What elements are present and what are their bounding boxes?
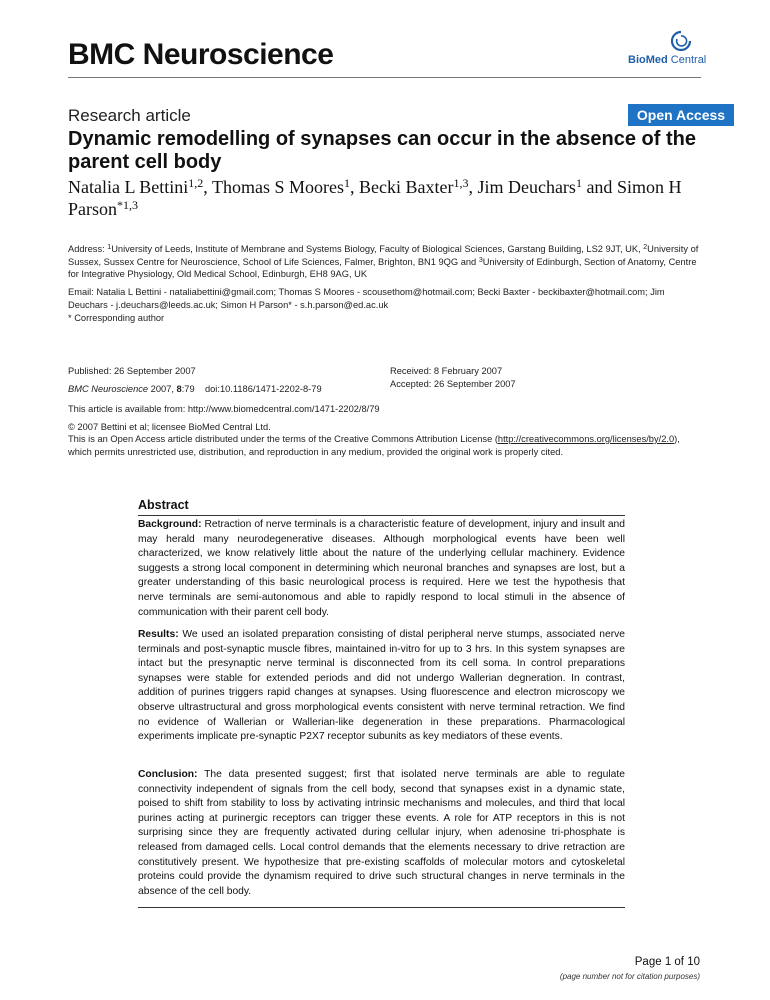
affiliation-number: 2: [643, 244, 648, 251]
background-text: Retraction of nerve terminals is a characteristic feature of development, injury and insult and may herald many neurodegenerative diseases. Although morphological events have been well characterized, we know relatively little about the nature of the underlying cellular machinery. Evidence suggests a strong local component in determining which neuronal branches and synapses are lost, but a greater understanding of this basic neurological process is required. Here we test the hypothesis that nerve terminals are semi-autonomous and able to rapidly respond to local stimuli in the absence of communication with their parent cell body.: [138, 519, 625, 618]
publisher-logo-bold: BioMed: [628, 54, 668, 66]
citation-line: [68, 383, 322, 396]
copyright-line: © 2007 Bettini et al; licensee BioMed Central Ltd.: [68, 422, 271, 432]
abstract-rule-top: [138, 515, 625, 516]
page-number: Page 1 of 10: [634, 956, 700, 968]
affiliation-text: University of Sussex, Sussex Centre for Neuroscience, School of Life Sciences, Falmer, Brighton, BN1 9QG and: [68, 244, 699, 267]
citation-year: 2007,: [148, 384, 177, 394]
author-name: Thomas S Moores: [211, 177, 344, 197]
license-link[interactable]: http://creativecommons.org/licenses/by/2.0: [497, 434, 675, 444]
author-name: Natalia L Bettini: [68, 177, 189, 197]
article-type: Research article: [68, 106, 191, 125]
publisher-logo-rest: Central: [667, 54, 707, 66]
citation-doi: :79 doi:10.1186/1471-2202-8-79: [181, 384, 322, 394]
address-block: [68, 243, 703, 281]
license-pre: This is an Open Access article distributed under the terms of the Creative Commons Attribution License (: [68, 434, 498, 444]
accepted-date: Accepted: 26 September 2007: [390, 379, 516, 389]
page-number-note: (page number not for citation purposes): [559, 972, 700, 981]
results-text: We used an isolated preparation consisting of distal peripheral nerve stumps, associated nerve terminals and post-synaptic muscle fibres, maintained in-vitro for up to 3 hrs. In this system synapses are intact but the presynaptic nerve terminal is disconnected from its cell soma. In control preparations synapses were stable for extended periods and did not undergo Wallerian degneration. In contrast, addition of purines triggers rapid changes at synapses. Using fluorescence and electron microscopy we observe ultrastructural and gross morphological events consistent with nerve terminal retraction. We find no evidence of Wallerian or Wallerian-like degeneration in these preparations. Pharmacological experiments implicate pre-synaptic P2X7 receptor subunits as key mediators of these events.: [138, 629, 625, 743]
results-label: Results:: [138, 629, 179, 640]
affiliation-list: [68, 244, 698, 279]
received-date: Received: 8 February 2007: [390, 366, 503, 376]
published-date: Published: 26 September 2007: [68, 366, 196, 376]
author-affiliation-mark: 1: [343, 176, 350, 190]
biomed-central-logo-icon: [670, 30, 692, 52]
article-title: Dynamic remodelling of synapses can occur in the absence of the parent cell body: [68, 128, 696, 173]
author-separator: ,: [203, 177, 212, 197]
citation-journal: BMC Neuroscience: [68, 384, 149, 394]
author-name: Simon H Parson: [68, 177, 682, 219]
address-label: Address:: [68, 244, 108, 254]
author-affiliation-mark: 1,2: [188, 176, 204, 190]
affiliation-text: University of Edinburgh, Section of Anatomy, Centre for Integrative Physiology, Old Medical School, Edinburgh, EH8 9AG, UK: [68, 256, 697, 279]
header-rule: [68, 77, 701, 78]
author-name: Becki Baxter: [358, 177, 454, 197]
affiliation-text: University of Leeds, Institute of Membrane and Systems Biology, Faculty of Biological Sciences, Garstang Building, LS2 9JT, UK,: [111, 244, 644, 254]
author-name: Jim Deuchars: [477, 177, 576, 197]
conclusion-label: Conclusion:: [138, 769, 198, 780]
abstract-results: [138, 628, 625, 745]
author-affiliation-mark: 1: [575, 176, 582, 190]
open-access-badge: Open Access: [628, 104, 734, 126]
availability-line: This article is available from: http://www.biomedcentral.com/1471-2202/8/79: [68, 404, 380, 414]
abstract-rule-bottom: [138, 907, 625, 908]
affiliation-number: 3: [478, 256, 483, 264]
author-separator: ,: [468, 177, 478, 197]
license-post: ), which permits unrestricted use, distribution, and reproduction in any medium, provided the original work is properly cited.: [68, 434, 680, 457]
corresponding-note: * Corresponding author: [68, 313, 165, 323]
affiliation-number: 1: [107, 244, 112, 251]
author-separator: and: [581, 177, 617, 197]
email-block: Email: Natalia L Bettini - nataliabettini@gmail.com; Thomas S Moores - scousethom@hotmail.com; Becki Baxter - beckibaxter@hotmail.com; Jim Deuchars - j.deuchars@leeds.ac.uk; Simon H Parson* - s.h.parson@ed.ac.uk: [68, 287, 665, 310]
abstract-background: [138, 518, 625, 620]
license-text: [68, 433, 703, 458]
abstract-conclusion: [138, 768, 625, 899]
citation-volume: 8: [176, 384, 182, 394]
background-label: Background:: [138, 519, 202, 530]
abstract-heading: Abstract: [138, 498, 189, 512]
journal-title: BMC Neuroscience: [68, 38, 334, 71]
author-list: [68, 176, 708, 220]
publisher-logo: [628, 54, 706, 66]
author-affiliation-mark: 1,3: [453, 176, 469, 190]
author-separator: ,: [349, 177, 359, 197]
conclusion-text: The data presented suggest; first that isolated nerve terminals are able to regulate connectivity independent of signals from the cell body, second that synapses exist in a dynamic state, poised to shift from stability to loss by activating intrinsic mechanisms and molecules, and third that local purines acting at purinergic receptors can trigger these events. A role for ATP receptors in this is not surprising since they are frequently activated during cellular injury, when adenosine tri-phosphate is released from damaged cells. Local control demands that the elements necessary to drive retraction are constitutively present. We hypothesize that pre-existing scaffolds of molecular motors and cytoskeletal proteins could provide the dynamism required to drive such structural changes in nerve terminals in the absence of the cell body.: [138, 769, 625, 897]
author-affiliation-mark: *1,3: [117, 198, 138, 212]
